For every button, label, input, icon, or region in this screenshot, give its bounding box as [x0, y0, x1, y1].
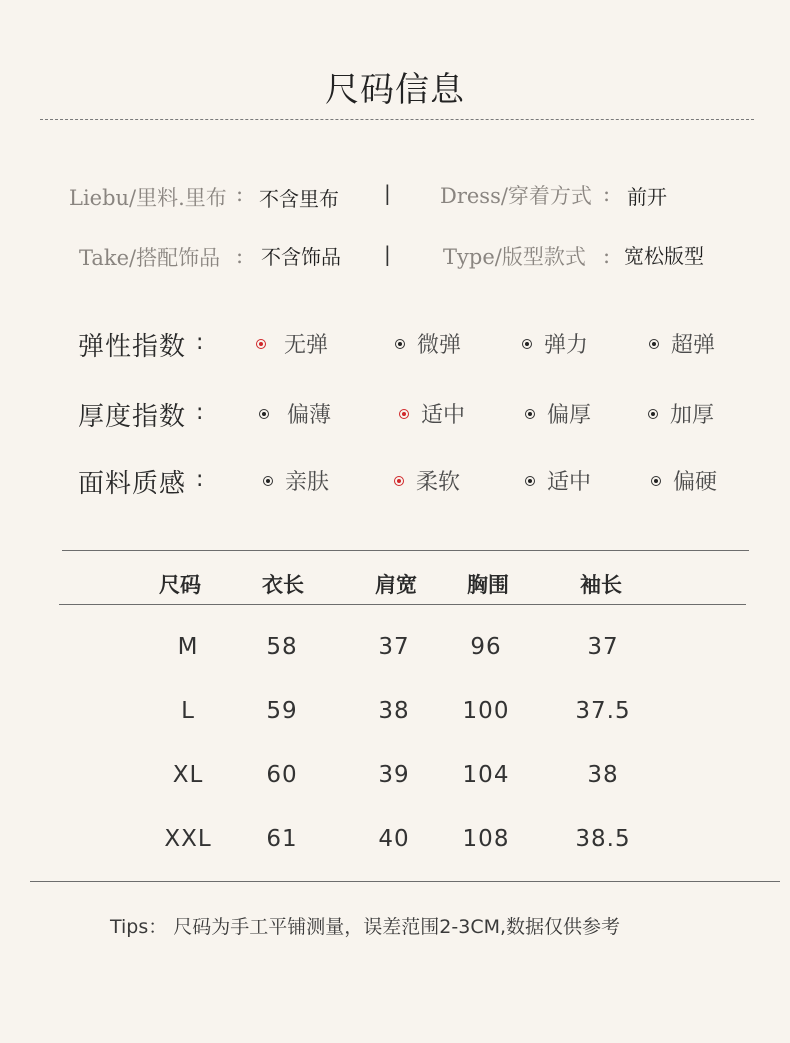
radio-icon	[259, 409, 269, 419]
attr-take-label: Take/搭配饰品	[79, 246, 221, 270]
attr-dress-label: Dress/穿着方式	[440, 184, 592, 208]
option-label: 加厚	[670, 403, 715, 428]
table-cell: 100	[462, 698, 510, 724]
table-cell: M	[177, 634, 199, 660]
table-cell: L	[181, 698, 195, 724]
elasticity-option	[649, 328, 715, 359]
radio-icon	[256, 339, 266, 349]
table-cell: 40	[378, 826, 410, 852]
elasticity-option	[395, 328, 461, 359]
option-label: 弹力	[544, 333, 589, 358]
prop-thickness-colon: :	[196, 400, 205, 425]
thickness-option	[399, 398, 465, 429]
length-header: 衣长	[262, 572, 304, 597]
title-divider	[40, 119, 754, 120]
table-cell: 60	[266, 762, 298, 788]
attr-take-value: 不含饰品	[261, 245, 341, 269]
prop-elasticity-label: 弹性指数	[78, 332, 187, 362]
attr-type-value: 宽松版型	[624, 244, 704, 268]
sleeve-header: 袖长	[580, 572, 622, 597]
attr-lining-value: 不含里布	[259, 187, 339, 211]
thickness-option	[648, 398, 714, 429]
thickness-option	[259, 398, 331, 429]
table-bottom-rule	[30, 881, 780, 882]
option-label: 偏硬	[673, 470, 718, 495]
option-label: 适中	[421, 403, 466, 428]
option-label: 柔软	[416, 470, 461, 495]
attr-dress-value: 前开	[627, 185, 667, 209]
elasticity-option	[256, 328, 328, 359]
option-label: 超弹	[671, 333, 716, 358]
prop-thickness-label: 厚度指数	[78, 402, 187, 432]
radio-icon	[651, 476, 661, 486]
attr-lining-colon: :	[236, 182, 244, 206]
radio-icon	[649, 339, 659, 349]
prop-texture-colon: :	[196, 467, 205, 492]
texture-option	[525, 465, 591, 496]
texture-option	[394, 465, 460, 496]
table-cell: 108	[462, 826, 510, 852]
table-cell: 37.5	[575, 698, 631, 724]
texture-option	[651, 465, 717, 496]
option-label: 偏薄	[287, 403, 332, 428]
attr-lining-label: Liebu/里料.里布	[69, 186, 227, 210]
prop-elasticity-colon: :	[196, 330, 205, 355]
radio-icon	[394, 476, 404, 486]
radio-icon	[399, 409, 409, 419]
option-label: 亲肤	[285, 470, 330, 495]
texture-option	[263, 465, 329, 496]
attr-separator: |	[384, 181, 391, 205]
table-cell: 61	[266, 826, 298, 852]
table-cell: 104	[462, 762, 510, 788]
option-label: 无弹	[284, 333, 329, 358]
attr-dress-colon: :	[603, 182, 611, 206]
size-header: 尺码	[159, 572, 201, 597]
elasticity-option	[522, 328, 588, 359]
table-header-rule	[59, 604, 746, 605]
table-cell: XL	[172, 762, 204, 788]
table-cell: 58	[266, 634, 298, 660]
option-label: 偏厚	[547, 403, 592, 428]
thickness-option	[525, 398, 591, 429]
option-label: 适中	[547, 470, 592, 495]
attr-separator: |	[384, 242, 391, 266]
radio-icon	[395, 339, 405, 349]
table-cell: 38	[587, 762, 619, 788]
radio-icon	[525, 476, 535, 486]
radio-icon	[648, 409, 658, 419]
table-cell: XXL	[164, 826, 212, 852]
option-label: 微弹	[417, 333, 462, 358]
shoulder-header: 肩宽	[375, 572, 417, 597]
table-cell: 37	[378, 634, 410, 660]
radio-icon	[263, 476, 273, 486]
radio-icon	[525, 409, 535, 419]
table-cell: 37	[587, 634, 619, 660]
table-cell: 59	[266, 698, 298, 724]
table-top-rule	[62, 550, 749, 551]
page-title: 尺码信息	[325, 70, 465, 110]
chest-header: 胸围	[467, 572, 509, 597]
attr-type-label: Type/版型款式	[443, 245, 586, 269]
prop-texture-label: 面料质感	[78, 469, 187, 499]
table-cell: 39	[378, 762, 410, 788]
table-cell: 38	[378, 698, 410, 724]
table-cell: 96	[470, 634, 502, 660]
attr-type-colon: :	[603, 244, 611, 268]
radio-icon	[522, 339, 532, 349]
attr-take-colon: :	[236, 244, 244, 268]
table-cell: 38.5	[575, 826, 631, 852]
tips-note: Tips： 尺码为手工平铺测量，误差范围2-3CM,数据仅供参考	[110, 916, 621, 938]
